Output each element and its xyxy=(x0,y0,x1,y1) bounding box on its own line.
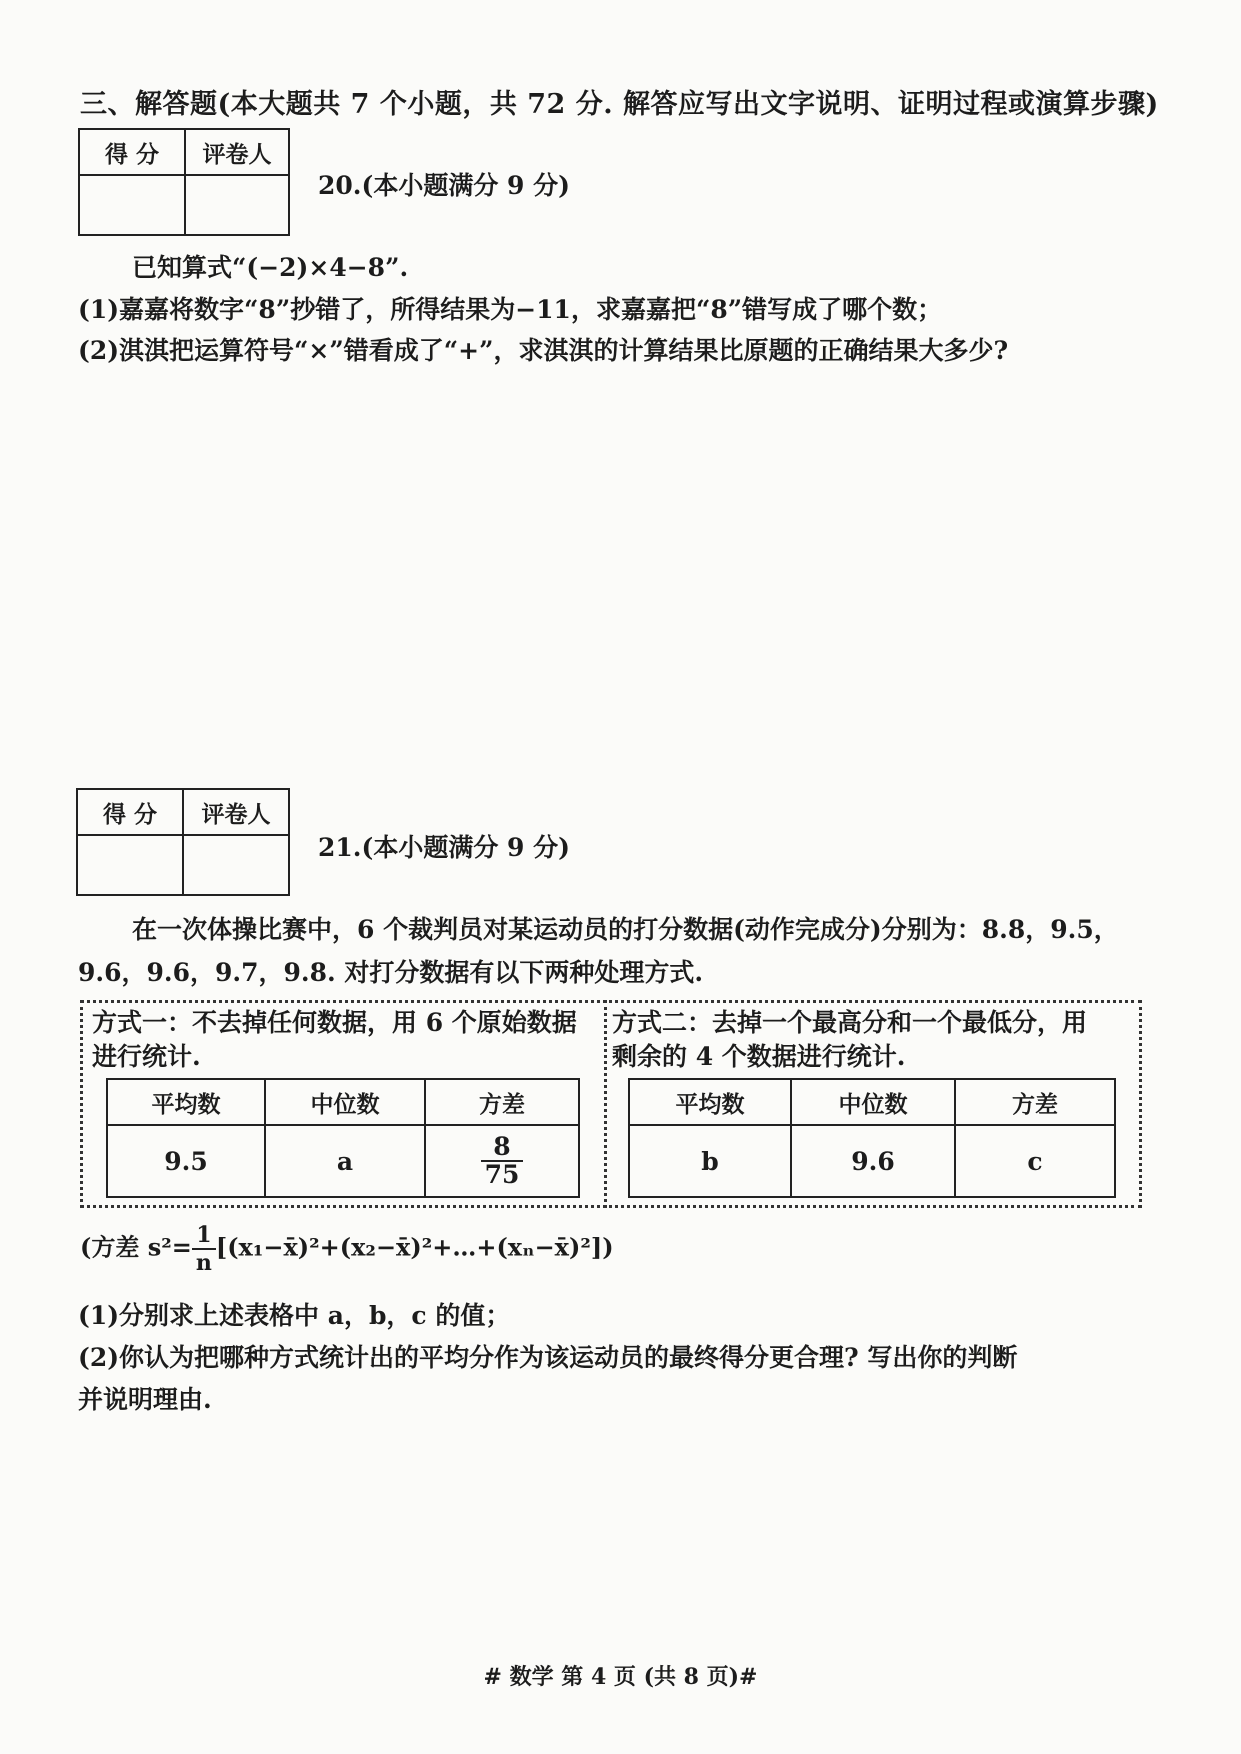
method1-header-variance: 方差 xyxy=(425,1079,579,1125)
method1-header-median: 中位数 xyxy=(265,1079,425,1125)
fraction-denominator: 75 xyxy=(484,1160,520,1189)
method2-mean: b xyxy=(629,1125,791,1197)
method1-table xyxy=(106,1078,580,1198)
method2-header-mean: 平均数 xyxy=(629,1079,791,1125)
q20-title: 20.(本小题满分 9 分) xyxy=(318,171,570,200)
method2-median: 9.6 xyxy=(791,1125,955,1197)
fraction-denominator: n xyxy=(195,1250,212,1276)
q21-intro-line1: 在一次体操比赛中，6 个裁判员对某运动员的打分数据(动作完成分)分别为：8.8，9.5， xyxy=(132,915,1119,944)
q21-intro-line2: 9.6，9.6，9.7，9.8. 对打分数据有以下两种处理方式. xyxy=(78,958,704,987)
score-cell[interactable] xyxy=(77,835,183,895)
fraction-numerator: 1 xyxy=(192,1222,216,1250)
score-box-q20 xyxy=(78,128,290,236)
method1-variance-fraction xyxy=(481,1134,524,1188)
grader-cell[interactable] xyxy=(185,175,289,235)
method2-header-median: 中位数 xyxy=(791,1079,955,1125)
methods-divider xyxy=(604,1000,607,1208)
variance-formula xyxy=(80,1222,614,1276)
formula-fraction xyxy=(192,1222,216,1276)
score-box-q21 xyxy=(76,788,290,896)
fraction-numerator: 8 xyxy=(481,1134,524,1162)
method2-header-variance: 方差 xyxy=(955,1079,1115,1125)
method2-variance: c xyxy=(955,1125,1115,1197)
grader-cell[interactable] xyxy=(183,835,289,895)
method1-variance xyxy=(425,1125,579,1197)
q21-part2-line2: 并说明理由. xyxy=(78,1385,212,1414)
page-footer: # 数学 第 4 页 (共 8 页)# xyxy=(483,1664,758,1690)
method1-desc-line2: 进行统计. xyxy=(92,1042,201,1071)
score-label: 得 分 xyxy=(77,789,183,835)
q20-intro: 已知算式“(−2)×4−8”. xyxy=(132,253,409,282)
method2-table xyxy=(628,1078,1116,1198)
grader-label: 评卷人 xyxy=(185,129,289,175)
q21-part1: (1)分别求上述表格中 a，b，c 的值； xyxy=(78,1301,511,1330)
method1-desc-line1: 方式一：不去掉任何数据，用 6 个原始数据 xyxy=(92,1008,577,1037)
method2-description xyxy=(612,1006,1140,1074)
formula-body: [(x₁−x̄)²+(x₂−x̄)²+…+(xₙ−x̄)²]) xyxy=(215,1232,614,1262)
score-label: 得 分 xyxy=(79,129,185,175)
score-cell[interactable] xyxy=(79,175,185,235)
q20-part1: (1)嘉嘉将数字“8”抄错了，所得结果为−11，求嘉嘉把“8”错写成了哪个数； xyxy=(78,295,943,324)
formula-prefix: (方差 s²= xyxy=(80,1232,192,1262)
method2-desc-line1: 方式二：去掉一个最高分和一个最低分，用 xyxy=(612,1008,1088,1037)
q21-title: 21.(本小题满分 9 分) xyxy=(318,833,570,862)
q21-part2-line1: (2)你认为把哪种方式统计出的平均分作为该运动员的最终得分更合理? 写出你的判断 xyxy=(78,1343,1018,1372)
method2-desc-line2: 剩余的 4 个数据进行统计. xyxy=(612,1042,906,1071)
grader-label: 评卷人 xyxy=(183,789,289,835)
method1-mean: 9.5 xyxy=(107,1125,265,1197)
method1-description xyxy=(92,1006,600,1074)
section-heading: 三、解答题(本大题共 7 个小题，共 72 分. 解答应写出文字说明、证明过程或演算步骤) xyxy=(80,89,1159,120)
method1-header-mean: 平均数 xyxy=(107,1079,265,1125)
q20-part2: (2)淇淇把运算符号“×”错看成了“+”，求淇淇的计算结果比原题的正确结果大多少? xyxy=(78,336,1009,365)
method1-median: a xyxy=(265,1125,425,1197)
